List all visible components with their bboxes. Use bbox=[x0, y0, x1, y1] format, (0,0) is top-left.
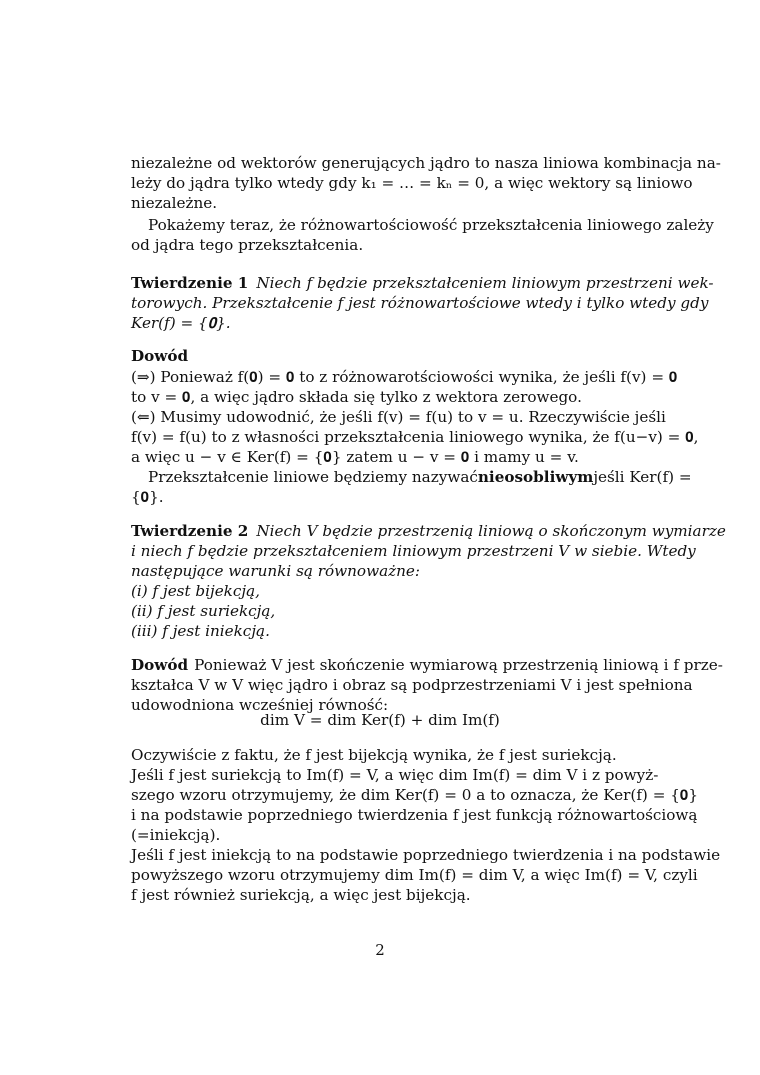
proof1-line-4: f(v) = f(u) to z własności przekształcenia liniowego wynika, że f(u−v) = 𝟎, bbox=[131, 428, 699, 446]
intro-line-1: niezależne od wektorów generujących jądro to nasza liniowa kombinacja na- bbox=[131, 154, 721, 172]
proof1-line-6 bbox=[148, 467, 692, 487]
theorem2-text-1: Niech V będzie przestrzenią liniową o skończonym wymiarze bbox=[256, 522, 726, 540]
theorem1-line-2: torowych. Przekształcenie f jest różnowartościowe wtedy i tylko wtedy gdy bbox=[131, 294, 709, 312]
theorem1-line-3: Ker(f) = {𝟎}. bbox=[131, 314, 231, 332]
theorem2-line-1 bbox=[131, 521, 726, 541]
page-number: 2 bbox=[375, 941, 385, 959]
proof2-line-3: udowodniona wcześniej równość: bbox=[131, 696, 389, 714]
proof1-line-6-a: Przekształcenie liniowe będziemy nazywać bbox=[148, 468, 478, 486]
term-nieosobliwym: nieosobliwym bbox=[477, 468, 594, 486]
paragraph2-line-1: Pokażemy teraz, że różnowartościowość przekształcenia liniowego zależy bbox=[148, 216, 714, 234]
theorem1-line-1 bbox=[131, 273, 714, 293]
proof1-line-3: (⇐) Musimy udowodnić, że jeśli f(v) = f(u) to v = u. Rzeczywiście jeśli bbox=[131, 408, 666, 426]
equation-dimension: dim V = dim Ker(f) + dim Im(f) bbox=[260, 711, 500, 729]
theorem2-item-1: (i) f jest bijekcją, bbox=[131, 582, 260, 600]
proof2-line-4: Oczywiście z faktu, że f jest bijekcją wynika, że f jest suriekcją. bbox=[131, 746, 617, 764]
proof2-line-2: kształca V w V więc jądro i obraz są podprzestrzeniami V i jest spełniona bbox=[131, 676, 693, 694]
proof1-line-1: (⇒) Ponieważ f(𝟎) = 𝟎 to z różnowarotściowości wynika, że jeśli f(v) = 𝟎 bbox=[131, 368, 678, 386]
theorem1-text-1: Niech f będzie przekształceniem liniowym przestrzeni wek- bbox=[256, 274, 714, 292]
theorem2-heading: Twierdzenie 2 bbox=[131, 522, 249, 540]
proof1-line-6-c: jeśli Ker(f) = bbox=[593, 468, 692, 486]
proof2-line-1 bbox=[131, 655, 723, 675]
proof1-line-2: to v = 𝟎, a więc jądro składa się tylko z wektora zerowego. bbox=[131, 388, 582, 406]
proof2-text-1: Ponieważ V jest skończenie wymiarową przestrzenią liniową i f prze- bbox=[194, 656, 723, 674]
theorem2-line-3: następujące warunki są równoważne: bbox=[131, 562, 421, 580]
theorem2-item-2: (ii) f jest suriekcją, bbox=[131, 602, 276, 620]
theorem2-item-3: (iii) f jest iniekcją. bbox=[131, 622, 270, 640]
proof1-line-7: {𝟎}. bbox=[131, 488, 164, 506]
theorem2-line-2: i niech f będzie przekształceniem liniowym przestrzeni V w siebie. Wtedy bbox=[131, 542, 696, 560]
proof2-line-10: powyższego wzoru otrzymujemy dim Im(f) = dim V, a więc Im(f) = V, czyli bbox=[131, 866, 698, 884]
proof2-line-9: Jeśli f jest iniekcją to na podstawie poprzedniego twierdzenia i na podstawie bbox=[131, 846, 721, 864]
intro-line-3: niezależne. bbox=[131, 194, 218, 212]
proof2-heading: Dowód bbox=[131, 656, 189, 674]
paragraph2-line-2: od jądra tego przekształcenia. bbox=[131, 236, 364, 254]
intro-line-2: leży do jądra tylko wtedy gdy k₁ = … = kₙ = 0, a więc wektory są liniowo bbox=[131, 174, 693, 192]
proof2-line-11: f jest również suriekcją, a więc jest bijekcją. bbox=[131, 886, 471, 904]
proof1-heading: Dowód bbox=[131, 347, 189, 365]
proof2-line-7: i na podstawie poprzedniego twierdzenia f jest funkcją różnowartościową bbox=[131, 806, 698, 824]
proof1-line-5: a więc u − v ∈ Ker(f) = {𝟎} zatem u − v = 𝟎 i mamy u = v. bbox=[131, 448, 579, 466]
proof2-line-6: szego wzoru otrzymujemy, że dim Ker(f) = 0 a to oznacza, że Ker(f) = {𝟎} bbox=[131, 786, 699, 804]
proof2-line-5: Jeśli f jest suriekcją to Im(f) = V, a więc dim Im(f) = dim V i z powyż- bbox=[131, 766, 659, 784]
theorem1-heading: Twierdzenie 1 bbox=[131, 274, 249, 292]
proof2-line-8: (=iniekcją). bbox=[131, 826, 221, 844]
